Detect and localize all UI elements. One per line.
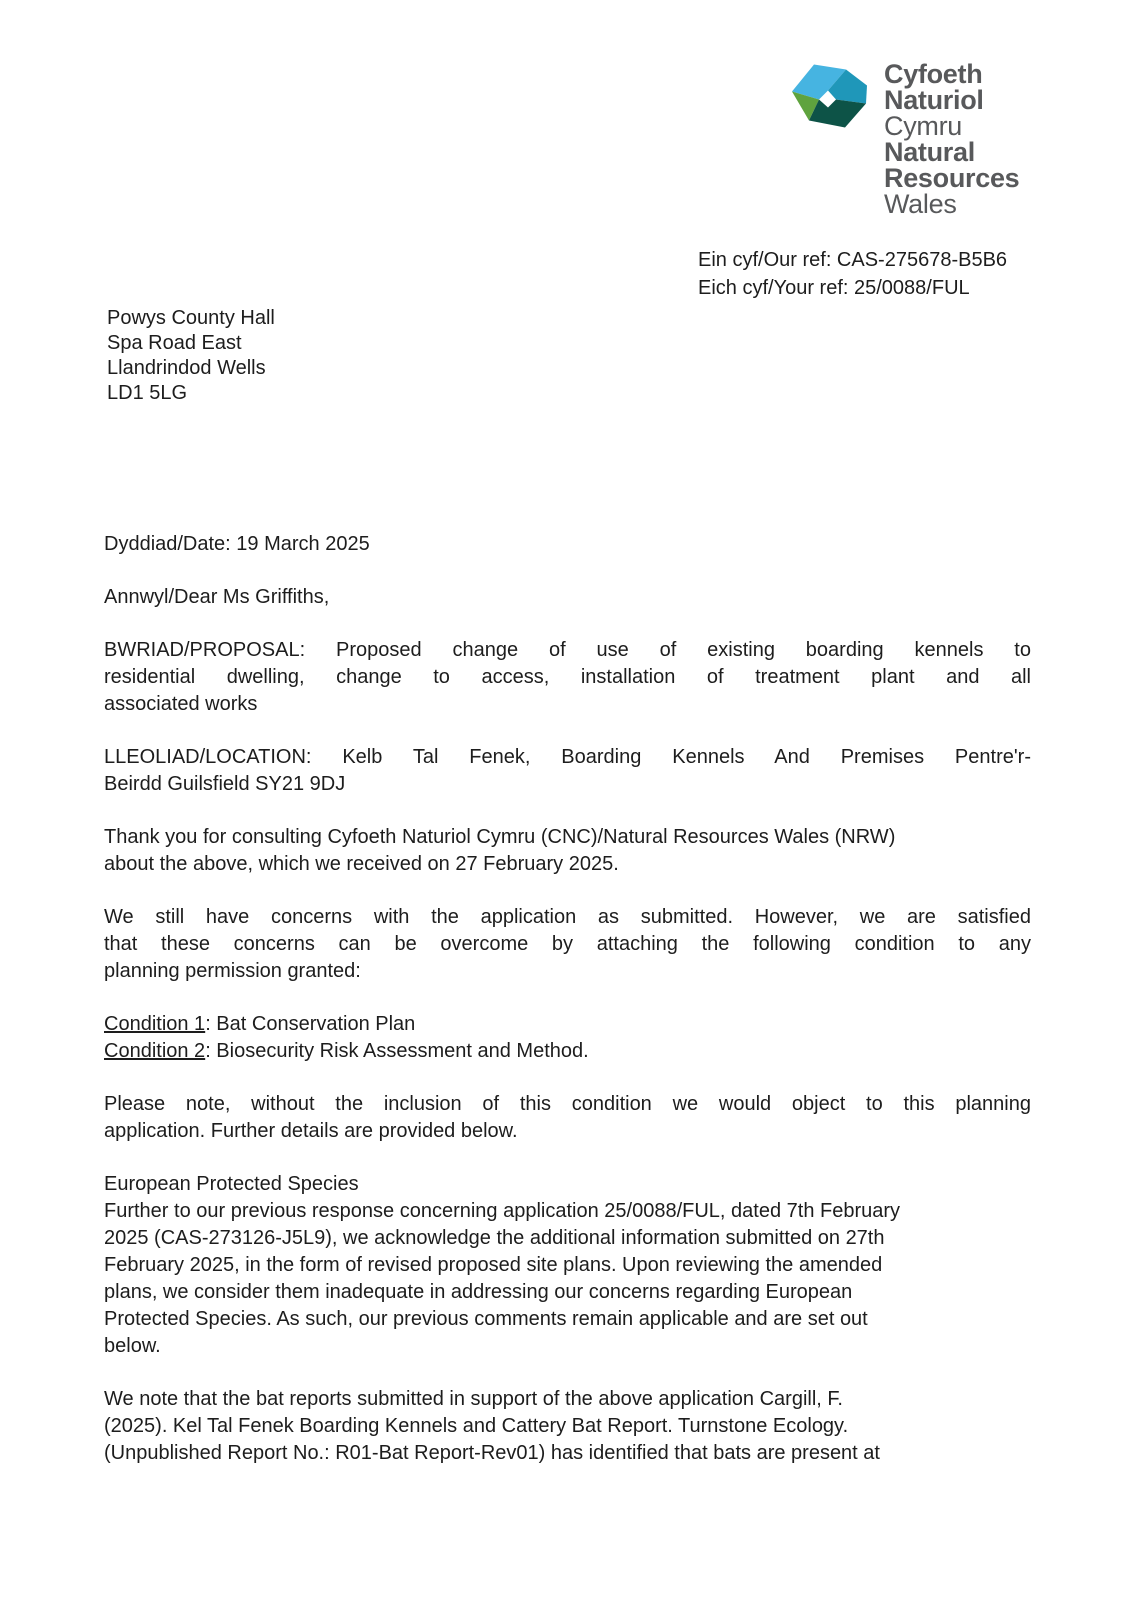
condition-2-line — [104, 1038, 1031, 1065]
logo-line-natural: Natural — [884, 137, 975, 167]
condition-1-text: : Bat Conservation Plan — [205, 1013, 416, 1035]
thanks-paragraph: Thank you for consulting Cyfoeth Naturiol Cymru (CNC)/Natural Resources Wales (NRW) about the above, which we received on 27 February 2025. — [104, 826, 896, 875]
logo-line-cyfoeth: Cyfoeth — [884, 59, 983, 89]
conditions-list — [104, 1011, 1031, 1065]
nrw-hexagon-icon — [790, 58, 870, 134]
date-line: Dyddiad/Date: 19 March 2025 — [104, 533, 370, 555]
eps-paragraph: Further to our previous response concerning application 25/0088/FUL, dated 7th February 2025 (CAS-273126-J5L9), we acknowledge the additional information submitted on 27th February 2025, in the form of revised proposed site plans. Upon reviewing the amended plans, we consider them inadequate in addressing our concerns regarding European Protected Species. As such, our previous comments remain applicable and are set out below. — [104, 1200, 901, 1357]
recipient-address: Powys County Hall Spa Road East Llandrindod Wells LD1 5LG — [107, 307, 275, 404]
concerns-paragraph: We still have concerns with the application as submitted. However, we are satisfied that these concerns can be overcome by attaching the following condition to any planning permission granted: — [104, 906, 1031, 982]
reference-block — [698, 246, 1007, 302]
proposal-paragraph: BWRIAD/PROPOSAL: Proposed change of use of existing boarding kennels to residential dwelling, change to access, installation of treatment plant and all associated works — [104, 639, 1031, 715]
salutation: Annwyl/Dear Ms Griffiths, — [104, 586, 330, 608]
logo-line-wales: Wales — [884, 189, 957, 219]
bat-report-paragraph: We note that the bat reports submitted in support of the above application Cargill, F. (2025). Kel Tal Fenek Boarding Kennels and Cattery Bat Report. Turnstone Ecology. (Unpublished Report No.: R01-Bat Report-Rev01) has identified that bats are present at — [104, 1388, 880, 1464]
logo-line-naturiol: Naturiol — [884, 85, 984, 115]
condition-1-label: Condition 1 — [104, 1013, 206, 1035]
note-paragraph: Please note, without the inclusion of this condition we would object to this planning application. Further details are provided below. — [104, 1093, 1031, 1142]
our-ref: Ein cyf/Our ref: CAS-275678-B5B6 — [698, 249, 1008, 271]
nrw-logo — [790, 58, 1019, 217]
hexagon-face-bottom — [809, 100, 866, 128]
nrw-logo-wordmark — [884, 61, 1019, 217]
your-ref: Eich cyf/Your ref: 25/0088/FUL — [698, 277, 970, 299]
logo-line-resources: Resources — [884, 163, 1020, 193]
eps-section — [104, 1171, 1031, 1360]
eps-heading: European Protected Species — [104, 1173, 359, 1195]
letter-body — [104, 531, 1031, 1467]
condition-1-line — [104, 1011, 1031, 1038]
location-paragraph: LLEOLIAD/LOCATION: Kelb Tal Fenek, Boarding Kennels And Premises Pentre'r- Beirdd Guilsfield SY21 9DJ — [104, 746, 1031, 795]
logo-line-cymru: Cymru — [884, 111, 962, 141]
condition-2-label: Condition 2 — [104, 1040, 206, 1062]
condition-2-text: : Biosecurity Risk Assessment and Method. — [205, 1040, 589, 1062]
